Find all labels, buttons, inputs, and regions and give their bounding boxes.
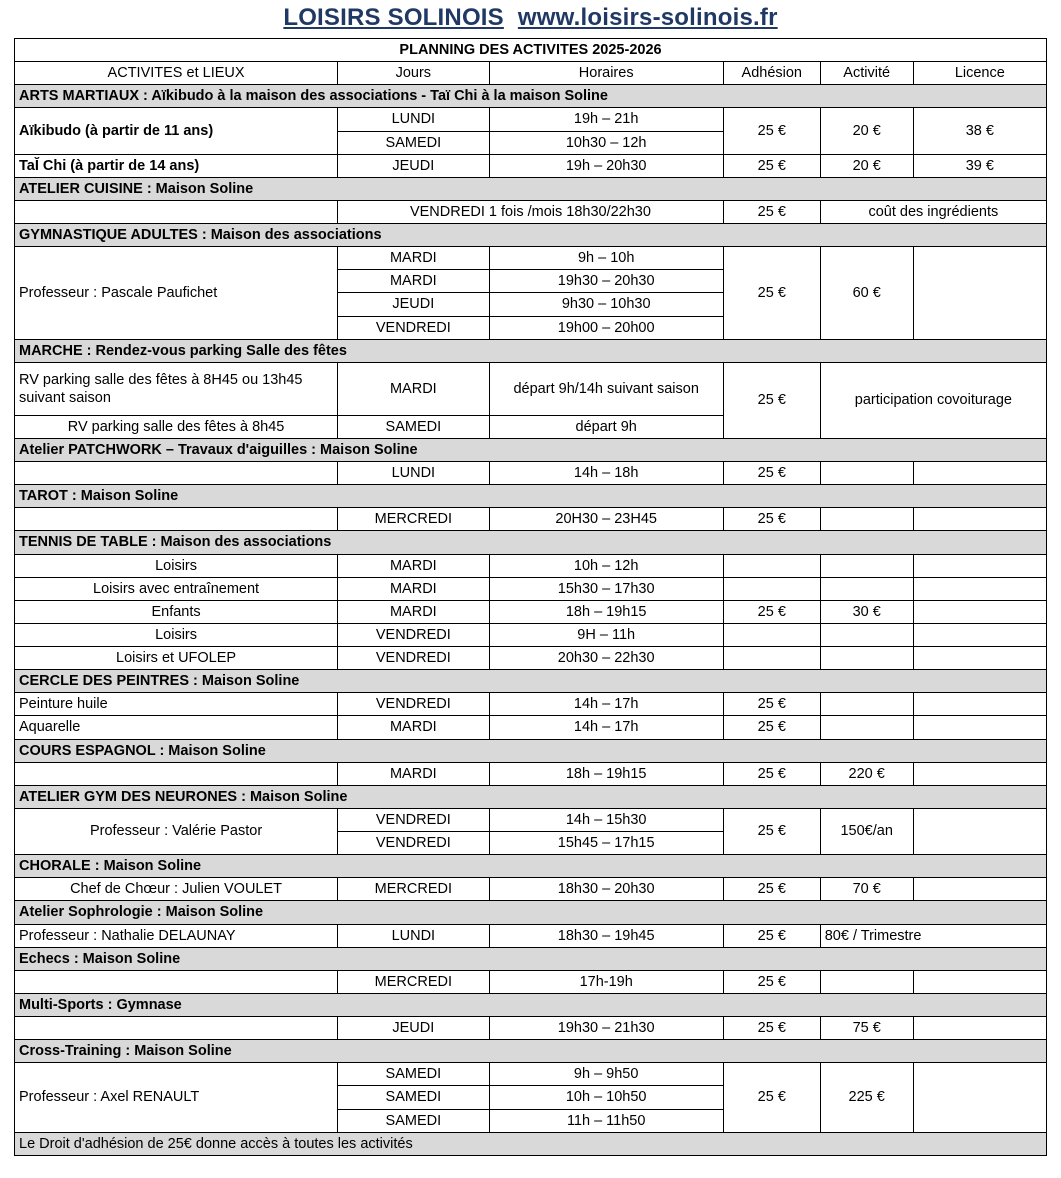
table-row: [15, 808, 1047, 831]
row-day: VENDREDI: [338, 623, 489, 646]
row-day: SAMEDI: [338, 1109, 489, 1132]
row-day: SAMEDI: [338, 415, 489, 438]
row-day: MARDI: [338, 270, 489, 293]
row-activity: Professeur : Axel RENAULT: [15, 1063, 338, 1132]
row-membership: 25 €: [723, 154, 820, 177]
row-activity: [15, 762, 338, 785]
row-activity: [15, 1017, 338, 1040]
section-title-tarot: TAROT : Maison Soline: [15, 485, 1047, 508]
row-hours: 19h30 – 20h30: [489, 270, 723, 293]
table-row: [15, 623, 1047, 646]
table-row: [15, 108, 1047, 131]
table-row: [15, 154, 1047, 177]
row-hours: 11h – 11h50: [489, 1109, 723, 1132]
row-membership: [723, 577, 820, 600]
row-day: LUNDI: [338, 924, 489, 947]
row-day: JEUDI: [338, 154, 489, 177]
row-hours: 19h – 21h: [489, 108, 723, 131]
row-fee: 75 €: [820, 1017, 913, 1040]
row-day: MARDI: [338, 577, 489, 600]
row-fee: 220 €: [820, 762, 913, 785]
table-footer-row: [15, 1132, 1047, 1155]
row-hours: 18h – 19h15: [489, 600, 723, 623]
row-activity: Professeur : Valérie Pastor: [15, 808, 338, 854]
row-hours: 10h – 12h: [489, 554, 723, 577]
row-hours: 19h00 – 20h00: [489, 316, 723, 339]
table-row: [15, 508, 1047, 531]
row-membership: 25 €: [723, 762, 820, 785]
planning-table: [14, 38, 1047, 1156]
row-fee: 20 €: [820, 154, 913, 177]
row-fee: [820, 623, 913, 646]
row-activity: RV parking salle des fêtes à 8H45 ou 13h45 suivant saison: [15, 362, 338, 415]
row-hours: 9h – 10h: [489, 247, 723, 270]
section-heading: [15, 224, 1047, 247]
row-license: [913, 1017, 1046, 1040]
row-license: [913, 623, 1046, 646]
row-day: MERCREDI: [338, 508, 489, 531]
row-license: [913, 970, 1046, 993]
row-activity: TaĬ Chi (à partir de 14 ans): [15, 154, 338, 177]
row-hours: 18h30 – 20h30: [489, 878, 723, 901]
row-hours: 14h – 17h: [489, 693, 723, 716]
row-license: [913, 878, 1046, 901]
table-row: [15, 600, 1047, 623]
row-day: MERCREDI: [338, 970, 489, 993]
row-day: MARDI: [338, 247, 489, 270]
table-row: [15, 554, 1047, 577]
column-headers: [15, 62, 1047, 85]
row-membership: 25 €: [723, 808, 820, 854]
section-heading: [15, 531, 1047, 554]
row-activity: RV parking salle des fêtes à 8h45: [15, 415, 338, 438]
row-hours: 20h30 – 22h30: [489, 647, 723, 670]
table-title: PLANNING DES ACTIVITES 2025-2026: [15, 39, 1047, 62]
table-row: [15, 924, 1047, 947]
section-heading: [15, 785, 1047, 808]
table-title-row: [15, 39, 1047, 62]
section-title-patchwork: Atelier PATCHWORK – Travaux d'aiguilles : Maison Soline: [15, 438, 1047, 461]
section-heading: [15, 993, 1047, 1016]
section-title-cours-espagnol: COURS ESPAGNOL : Maison Soline: [15, 739, 1047, 762]
row-fee: [820, 462, 913, 485]
row-membership: 25 €: [723, 693, 820, 716]
association-name: LOISIRS SOLINOIS: [283, 4, 504, 31]
header-hours: Horaires: [489, 62, 723, 85]
table-row: [15, 693, 1047, 716]
table-row: [15, 247, 1047, 270]
section-title-multi-sports: Multi-Sports : Gymnase: [15, 993, 1047, 1016]
row-activity: [15, 970, 338, 993]
row-fee: 30 €: [820, 600, 913, 623]
row-membership: 25 €: [723, 508, 820, 531]
row-license: [913, 647, 1046, 670]
section-heading: [15, 855, 1047, 878]
row-hours: 14h – 15h30: [489, 808, 723, 831]
footer-note: Le Droit d'adhésion de 25€ donne accès à toutes les activités: [15, 1132, 1047, 1155]
row-membership: 25 €: [723, 716, 820, 739]
row-day: LUNDI: [338, 108, 489, 131]
row-day: MERCREDI: [338, 878, 489, 901]
row-fee: [820, 554, 913, 577]
row-membership: [723, 554, 820, 577]
row-day: MARDI: [338, 716, 489, 739]
header-days: Jours: [338, 62, 489, 85]
section-title-echecs: Echecs : Maison Soline: [15, 947, 1047, 970]
row-fee: coût des ingrédients: [820, 200, 1046, 223]
row-membership: 25 €: [723, 924, 820, 947]
section-title-cross-training: Cross-Training : Maison Soline: [15, 1040, 1047, 1063]
row-activity: Aquarelle: [15, 716, 338, 739]
row-fee: 225 €: [820, 1063, 913, 1132]
row-activity: Enfants: [15, 600, 338, 623]
row-day: SAMEDI: [338, 131, 489, 154]
row-fee: 60 €: [820, 247, 913, 340]
row-activity: Loisirs: [15, 623, 338, 646]
row-hours: départ 9h/14h suivant saison: [489, 362, 723, 415]
row-activity: [15, 508, 338, 531]
table-row: [15, 577, 1047, 600]
row-day: VENDREDI: [338, 693, 489, 716]
row-day: SAMEDI: [338, 1063, 489, 1086]
row-activity: [15, 462, 338, 485]
row-hours: 9h30 – 10h30: [489, 293, 723, 316]
row-hours: 9h – 9h50: [489, 1063, 723, 1086]
row-day: SAMEDI: [338, 1086, 489, 1109]
row-membership: 25 €: [723, 878, 820, 901]
row-activity: Peinture huile: [15, 693, 338, 716]
row-hours: 15h45 – 17h15: [489, 832, 723, 855]
row-membership: 25 €: [723, 600, 820, 623]
header-membership: Adhésion: [723, 62, 820, 85]
row-license: [913, 462, 1046, 485]
section-heading: [15, 438, 1047, 461]
row-day: MARDI: [338, 554, 489, 577]
section-heading: [15, 85, 1047, 108]
row-activity: Aïkibudo (à partir de 11 ans): [15, 108, 338, 154]
section-heading: [15, 670, 1047, 693]
row-fee: [820, 647, 913, 670]
table-row: [15, 200, 1047, 223]
row-hours: 19h – 20h30: [489, 154, 723, 177]
row-activity: Loisirs: [15, 554, 338, 577]
row-activity: Loisirs et UFOLEP: [15, 647, 338, 670]
row-license: [913, 693, 1046, 716]
row-fee: [820, 508, 913, 531]
section-title-atelier-cuisine: ATELIER CUISINE : Maison Soline: [15, 177, 1047, 200]
row-membership: [723, 623, 820, 646]
website-link[interactable]: www.loisirs-solinois.fr: [517, 4, 778, 31]
row-hours: 18h – 19h15: [489, 762, 723, 785]
table-row: [15, 762, 1047, 785]
row-membership: 25 €: [723, 200, 820, 223]
row-day: VENDREDI: [338, 832, 489, 855]
table-row: [15, 362, 1047, 415]
page-header: [0, 0, 1061, 38]
row-license: [913, 577, 1046, 600]
row-hours: 20H30 – 23H45: [489, 508, 723, 531]
table-row: [15, 647, 1047, 670]
section-title-marche: MARCHE : Rendez-vous parking Salle des fêtes: [15, 339, 1047, 362]
row-hours: 10h – 10h50: [489, 1086, 723, 1109]
row-fee: [820, 970, 913, 993]
section-title-arts-martiaux: ARTS MARTIAUX : Aïkibudo à la maison des associations - Taï Chi à la maison Soline: [15, 85, 1047, 108]
row-hours: 18h30 – 19h45: [489, 924, 723, 947]
row-membership: 25 €: [723, 247, 820, 340]
row-membership: 25 €: [723, 362, 820, 438]
section-title-tennis-de-table: TENNIS DE TABLE : Maison des associations: [15, 531, 1047, 554]
row-hours: 15h30 – 17h30: [489, 577, 723, 600]
header-license: Licence: [913, 62, 1046, 85]
row-activity: Professeur : Pascale Paufichet: [15, 247, 338, 340]
row-fee: [820, 716, 913, 739]
section-heading: [15, 901, 1047, 924]
row-license: [913, 554, 1046, 577]
row-activity: Chef de Chœur : Julien VOULET: [15, 878, 338, 901]
row-activity: [15, 200, 338, 223]
row-membership: 25 €: [723, 1017, 820, 1040]
row-hours: 14h – 17h: [489, 716, 723, 739]
section-title-gymnastique-adultes: GYMNASTIQUE ADULTES : Maison des associations: [15, 224, 1047, 247]
row-fee: 70 €: [820, 878, 913, 901]
row-activity: Loisirs avec entraînement: [15, 577, 338, 600]
row-fee: 20 €: [820, 108, 913, 154]
row-license: [913, 808, 1046, 854]
section-heading: [15, 177, 1047, 200]
table-row: [15, 1063, 1047, 1086]
row-license: [913, 600, 1046, 623]
row-hours: 14h – 18h: [489, 462, 723, 485]
row-fee: participation covoiturage: [820, 362, 1046, 438]
header-activities: ACTIVITES et LIEUX: [15, 62, 338, 85]
section-heading: [15, 485, 1047, 508]
section-title-cercle-des-peintres: CERCLE DES PEINTRES : Maison Soline: [15, 670, 1047, 693]
section-heading: [15, 339, 1047, 362]
row-membership: 25 €: [723, 970, 820, 993]
row-day: JEUDI: [338, 293, 489, 316]
row-license: [913, 1063, 1046, 1132]
row-day: MARDI: [338, 362, 489, 415]
table-row: [15, 878, 1047, 901]
row-membership: 25 €: [723, 108, 820, 154]
table-row: [15, 462, 1047, 485]
row-day: JEUDI: [338, 1017, 489, 1040]
table-row: [15, 716, 1047, 739]
section-title-chorale: CHORALE : Maison Soline: [15, 855, 1047, 878]
section-title-sophrologie: Atelier Sophrologie : Maison Soline: [15, 901, 1047, 924]
row-fee: [820, 577, 913, 600]
row-day: VENDREDI 1 fois /mois 18h30/22h30: [338, 200, 724, 223]
section-heading: [15, 739, 1047, 762]
row-hours: 10h30 – 12h: [489, 131, 723, 154]
row-day: VENDREDI: [338, 647, 489, 670]
row-fee: [820, 693, 913, 716]
row-activity: Professeur : Nathalie DELAUNAY: [15, 924, 338, 947]
row-license: [913, 247, 1046, 340]
row-hours: 17h-19h: [489, 970, 723, 993]
row-license: [913, 762, 1046, 785]
row-license: [913, 508, 1046, 531]
row-day: VENDREDI: [338, 808, 489, 831]
row-license: 38 €: [913, 108, 1046, 154]
row-membership: 25 €: [723, 462, 820, 485]
row-day: VENDREDI: [338, 316, 489, 339]
section-title-gym-des-neurones: ATELIER GYM DES NEURONES : Maison Soline: [15, 785, 1047, 808]
row-hours: départ 9h: [489, 415, 723, 438]
row-membership: 25 €: [723, 1063, 820, 1132]
header-activity-fee: Activité: [820, 62, 913, 85]
row-fee: 150€/an: [820, 808, 913, 854]
row-membership: [723, 647, 820, 670]
table-row: [15, 1017, 1047, 1040]
row-day: MARDI: [338, 600, 489, 623]
row-day: MARDI: [338, 762, 489, 785]
row-day: LUNDI: [338, 462, 489, 485]
section-heading: [15, 947, 1047, 970]
row-hours: 9H – 11h: [489, 623, 723, 646]
row-hours: 19h30 – 21h30: [489, 1017, 723, 1040]
row-fee: 80€ / Trimestre: [820, 924, 1046, 947]
row-license: 39 €: [913, 154, 1046, 177]
section-heading: [15, 1040, 1047, 1063]
table-row: [15, 970, 1047, 993]
row-license: [913, 716, 1046, 739]
